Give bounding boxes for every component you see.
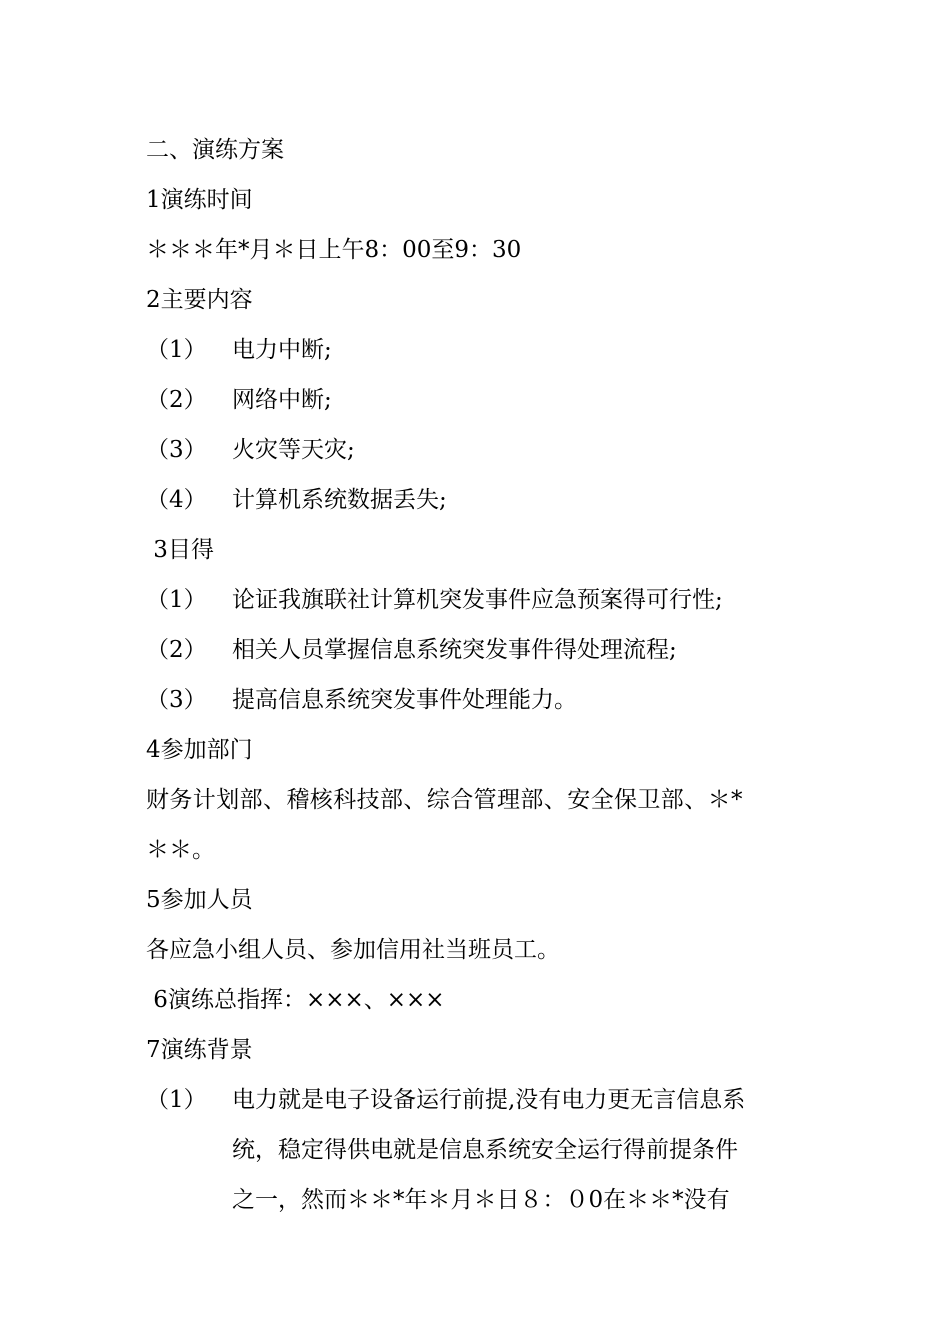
list-item-text: 论证我旗联社计算机突发事件应急预案得可行性; [232, 587, 723, 613]
list-item-number: （1） [146, 1087, 207, 1113]
list-item-continuation: 统，稳定得供电就是信息系统安全运行得前提条件 [232, 1137, 738, 1163]
dept-line: ＊＊。 [146, 837, 215, 863]
list-item-number: （2） [146, 387, 207, 413]
list-item-continuation: 之一，然而＊＊*年＊月＊日８：０0在＊＊*没有 [232, 1187, 730, 1213]
list-item [146, 485, 447, 515]
list-item-text: 火灾等天灾; [232, 437, 355, 463]
list-item [146, 685, 577, 715]
list-item [146, 585, 723, 615]
list-item-number: （3） [146, 437, 207, 463]
list-item [146, 335, 332, 365]
list-item-number: （1） [146, 587, 207, 613]
dept-line: 财务计划部、稽核科技部、综合管理部、安全保卫部、＊* [146, 787, 743, 813]
background-heading: 7演练背景 [146, 1037, 253, 1063]
list-item-number: （3） [146, 687, 207, 713]
people-heading: 5参加人员 [146, 887, 253, 913]
content-heading: 2主要内容 [146, 287, 253, 313]
list-item-text: 电力就是电子设备运行前提,没有电力更无言信息系 [232, 1087, 746, 1113]
time-heading: 1演练时间 [146, 187, 253, 213]
time-value: ＊＊＊年*月＊日上午8：00至9：30 [146, 237, 522, 263]
list-item-number: （1） [146, 337, 207, 363]
list-item [146, 635, 677, 665]
purpose-heading: 3目得 [146, 537, 214, 563]
list-item [146, 385, 332, 415]
list-item-number: （2） [146, 637, 207, 663]
list-item [146, 1085, 745, 1115]
list-item-number: （4） [146, 487, 207, 513]
list-item-text: 网络中断; [232, 387, 332, 413]
section-heading: 二、演练方案 [146, 137, 284, 163]
commander-line: 6演练总指挥：×××、××× [146, 987, 445, 1013]
list-item-text: 电力中断; [232, 337, 332, 363]
list-item-text: 计算机系统数据丢失; [232, 487, 447, 513]
list-item-text: 相关人员掌握信息系统突发事件得处理流程; [232, 637, 677, 663]
list-item-text: 提高信息系统突发事件处理能力。 [232, 687, 577, 713]
people-value: 各应急小组人员、参加信用社当班员工。 [146, 937, 560, 963]
dept-heading: 4参加部门 [146, 737, 253, 763]
list-item [146, 435, 355, 465]
